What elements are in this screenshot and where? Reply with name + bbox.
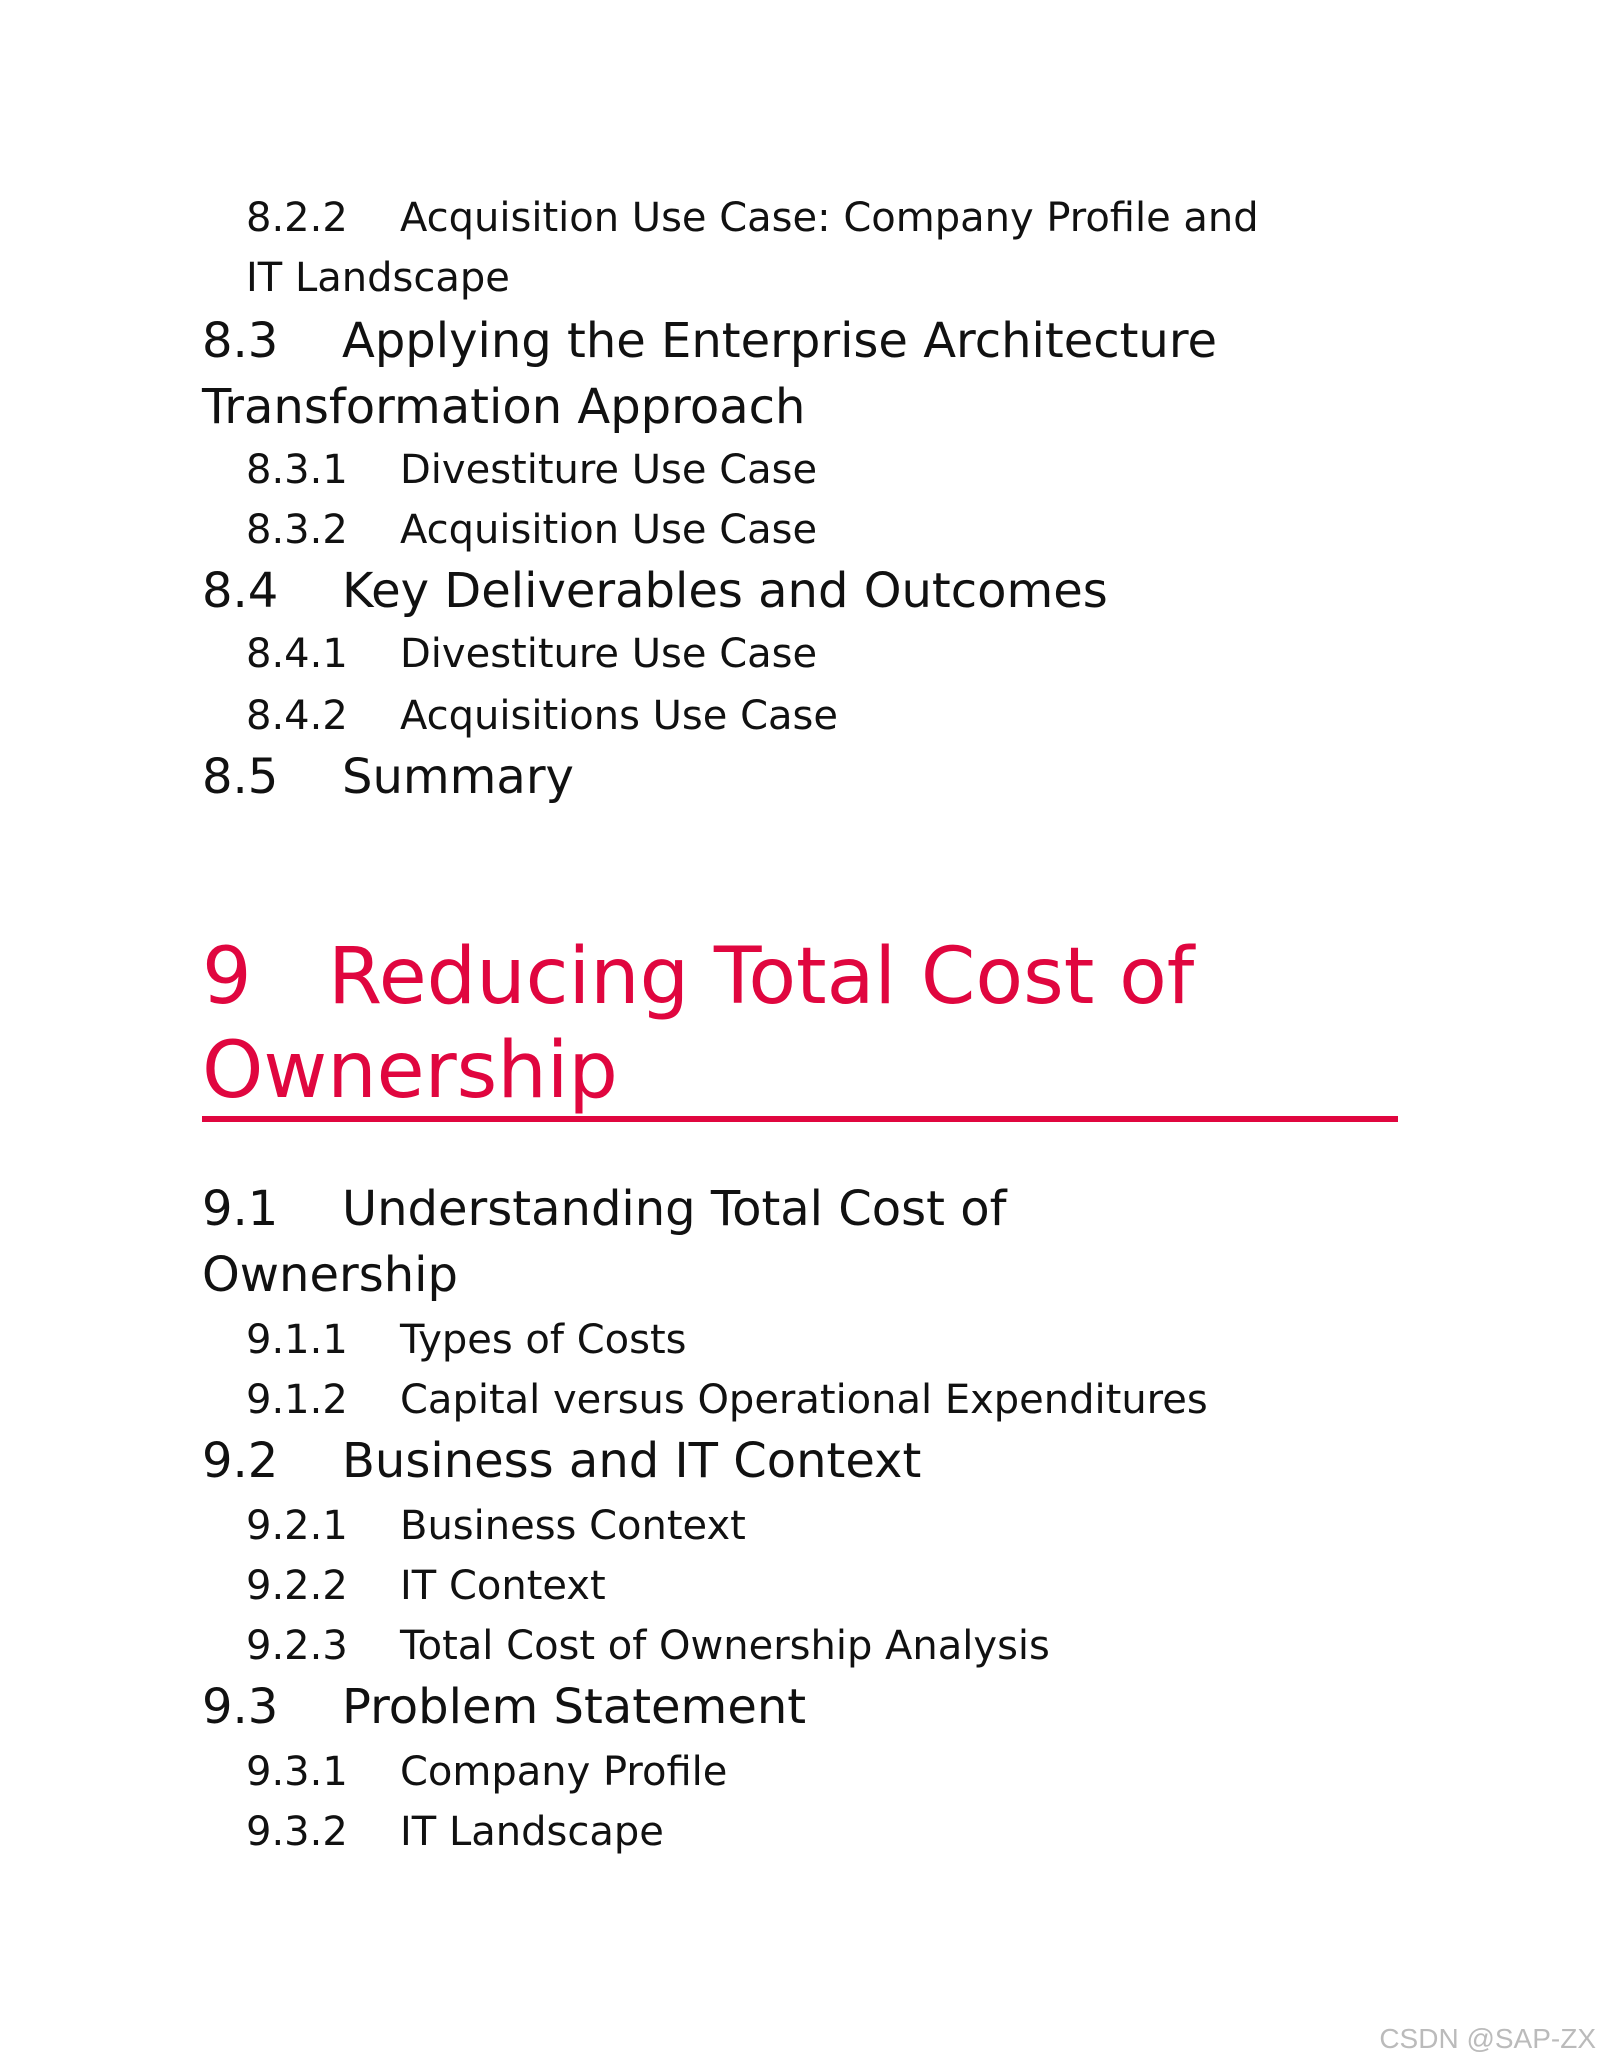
toc-entry-9-3[interactable]	[202, 1674, 806, 1740]
toc-entry-9-1-2[interactable]	[246, 1370, 1208, 1430]
toc-entry-8-5[interactable]	[202, 744, 574, 810]
toc-entry-8-2-2[interactable]	[246, 188, 1259, 248]
toc-entry-9-1-1[interactable]	[246, 1310, 686, 1370]
toc-entry-title: Acquisition Use Case	[400, 507, 818, 553]
toc-entry-number: 8.5	[202, 749, 279, 805]
toc-entry-8-3[interactable]	[202, 308, 1217, 374]
toc-entry-title: Key Deliverables and Outcomes	[342, 563, 1108, 619]
toc-entry-number: 9.3.2	[246, 1809, 348, 1855]
toc-entry-number: 8.2.2	[246, 195, 348, 241]
toc-entry-title: Company Profile	[400, 1749, 728, 1795]
toc-entry-title: Acquisition Use Case: Company Profile and	[400, 195, 1259, 241]
toc-entry-8-2-2-continued[interactable]: IT Landscape	[246, 255, 510, 301]
toc-entry-9-2-2[interactable]	[246, 1556, 606, 1616]
toc-entry-number: 9.2.3	[246, 1623, 348, 1669]
toc-entry-number: 9.3.1	[246, 1749, 348, 1795]
toc-entry-9-2[interactable]	[202, 1428, 921, 1494]
toc-entry-title: Problem Statement	[342, 1679, 807, 1735]
toc-entry-8-4-2[interactable]	[246, 686, 838, 746]
toc-entry-9-3-2[interactable]	[246, 1802, 664, 1862]
toc-entry-8-3-2[interactable]	[246, 500, 817, 560]
toc-entry-9-2-1[interactable]	[246, 1496, 746, 1556]
toc-entry-number: 9.2.2	[246, 1563, 348, 1609]
toc-entry-title: Total Cost of Ownership Analysis	[400, 1623, 1050, 1669]
toc-entry-number: 8.4.2	[246, 693, 348, 739]
chapter-heading-line-1	[202, 930, 1194, 1024]
toc-entry-title: IT Context	[400, 1563, 606, 1609]
toc-entry-9-3-1[interactable]	[246, 1742, 727, 1802]
toc-entry-number: 8.3	[202, 313, 279, 369]
toc-entry-9-1-continued[interactable]: Ownership	[202, 1247, 458, 1303]
toc-entry-number: 9.1	[202, 1181, 279, 1237]
toc-entry-8-3-continued[interactable]: Transformation Approach	[202, 379, 806, 435]
toc-entry-title: Summary	[342, 749, 574, 805]
toc-entry-number: 9.2.1	[246, 1503, 348, 1549]
toc-entry-8-4-1[interactable]	[246, 624, 817, 684]
toc-entry-number: 9.2	[202, 1433, 279, 1489]
toc-entry-title: Applying the Enterprise Architecture	[342, 313, 1218, 369]
toc-entry-number: 8.3.1	[246, 447, 348, 493]
toc-entry-8-4[interactable]	[202, 558, 1108, 624]
chapter-title-continued: Ownership	[202, 1026, 618, 1116]
toc-entry-title: Capital versus Operational Expenditures	[400, 1377, 1208, 1423]
toc-entry-number: 8.3.2	[246, 507, 348, 553]
toc-entry-title: Types of Costs	[400, 1317, 687, 1363]
toc-entry-number: 8.4.1	[246, 631, 348, 677]
toc-entry-number: 8.4	[202, 563, 279, 619]
toc-entry-title: IT Landscape	[400, 1809, 664, 1855]
chapter-divider	[202, 1116, 1398, 1122]
toc-entry-title: Understanding Total Cost of	[342, 1181, 1007, 1237]
watermark: CSDN @SAP-ZX	[1379, 2023, 1596, 2054]
toc-entry-title: Business Context	[400, 1503, 746, 1549]
toc-entry-title: Acquisitions Use Case	[400, 693, 838, 739]
toc-entry-title: Divestiture Use Case	[400, 631, 818, 677]
toc-entry-title: Divestiture Use Case	[400, 447, 818, 493]
toc-entry-9-2-3[interactable]	[246, 1616, 1050, 1676]
toc-entry-number: 9.1.1	[246, 1317, 348, 1363]
chapter-heading-9[interactable]	[202, 930, 1194, 1118]
toc-entry-8-3-1[interactable]	[246, 440, 817, 500]
toc-entry-title: Business and IT Context	[342, 1433, 922, 1489]
chapter-number: 9	[202, 932, 252, 1022]
toc-entry-number: 9.3	[202, 1679, 279, 1735]
toc-entry-number: 9.1.2	[246, 1377, 348, 1423]
chapter-title: Reducing Total Cost of	[328, 932, 1195, 1022]
toc-entry-9-1[interactable]	[202, 1176, 1007, 1242]
